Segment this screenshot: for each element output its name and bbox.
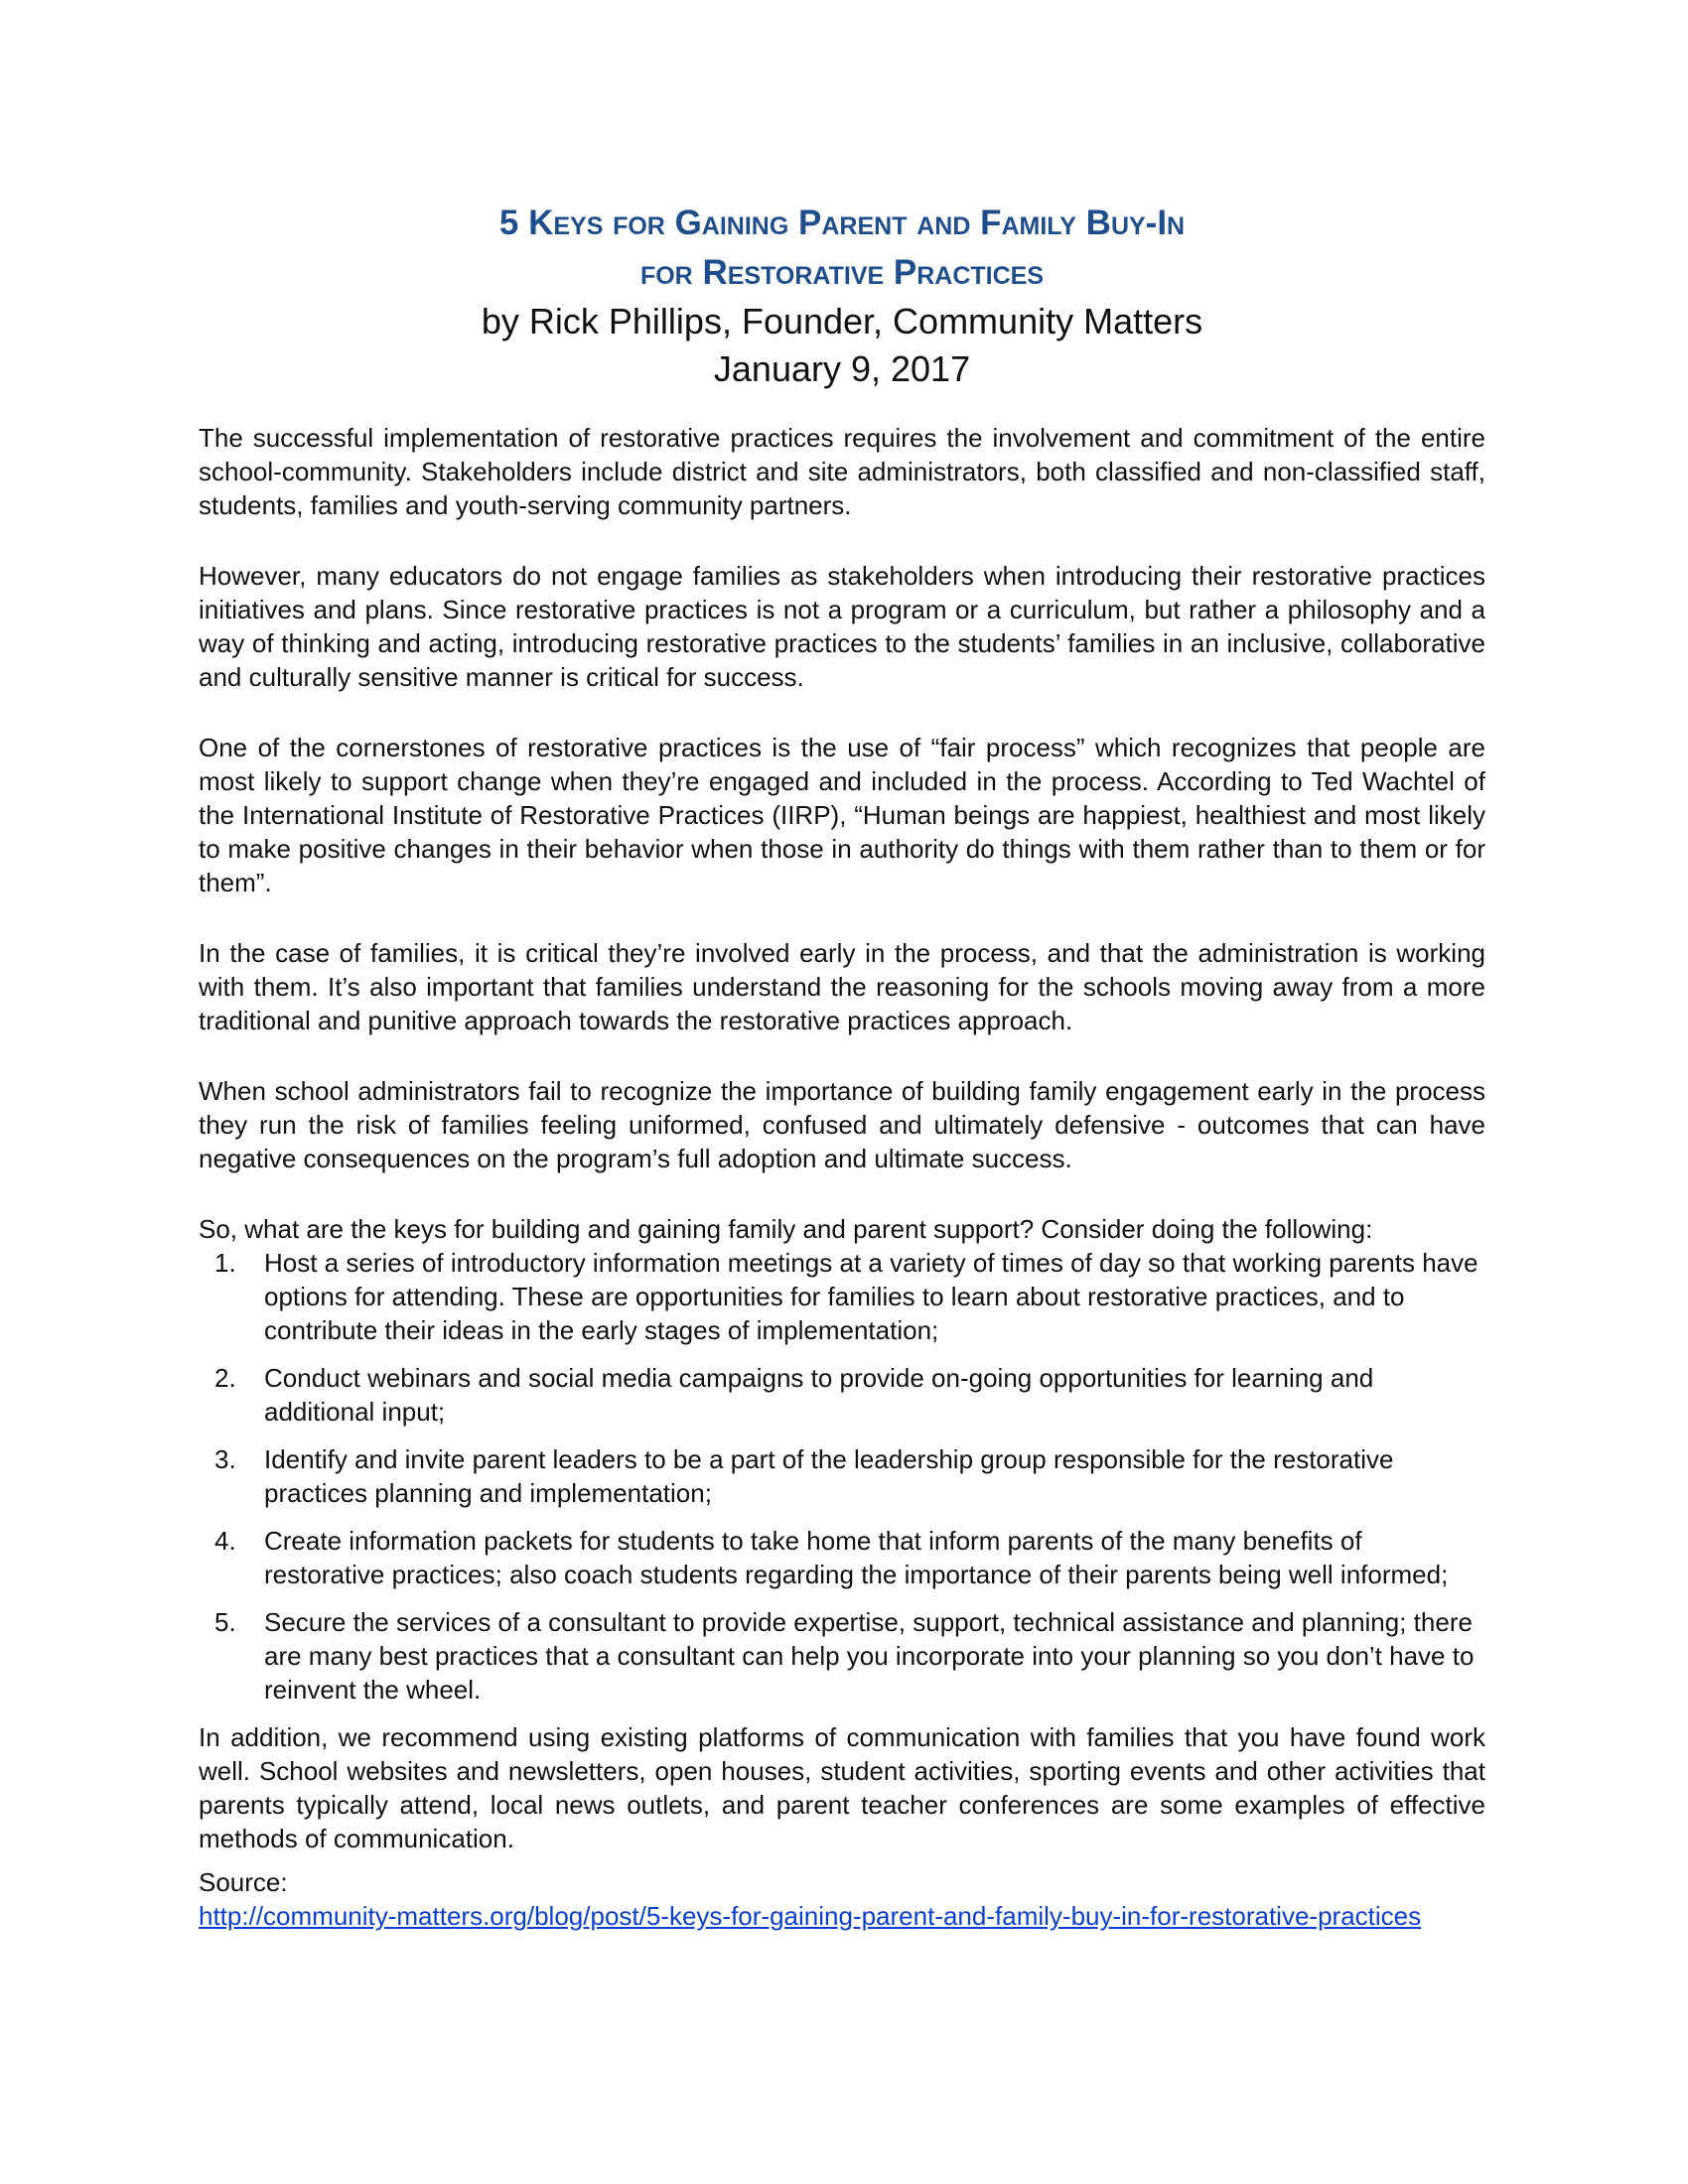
list-item xyxy=(199,1361,1485,1429)
paragraph-3: One of the cornerstones of restorative practices is the use of “fair process” which recognizes that people are most likely to support change when they’re engaged and included in the process. According to Ted Wachtel of the International Institute of Restorative Practices (IIRP), “Human beings are happiest, healthiest and most likely to make positive changes in their behavior when those in authority do things with them rather than to them or for them”. xyxy=(199,733,1485,897)
keys-list xyxy=(199,1246,1485,1706)
author-byline: by Rick Phillips, Founder, Community Matters xyxy=(481,301,1203,341)
paragraph-4: In the case of families, it is critical they’re involved early in the process, and that the administration is working with them. It’s also important that families understand the reasoning for the schools moving away from a more traditional and punitive approach towards the restorative practices approach. xyxy=(199,938,1485,1035)
list-item-number: 4. xyxy=(214,1526,236,1556)
document-page xyxy=(199,199,1485,1933)
list-item xyxy=(199,1246,1485,1347)
list-item xyxy=(199,1605,1485,1706)
list-item-text: Host a series of introductory information meetings at a variety of times of day so that working parents have options for attending. These are opportunities for families to learn about restorative practices, and to contribute their ideas in the early stages of implementation; xyxy=(264,1248,1478,1345)
paragraph-5: When school administrators fail to recognize the importance of building family engagement early in the process they run the risk of families feeling uniformed, confused and ultimately defensive - outcomes that can have negative consequences on the program’s full adoption and ultimate success. xyxy=(199,1076,1485,1173)
article-body xyxy=(199,421,1485,1933)
list-item xyxy=(199,1442,1485,1510)
list-item-number: 3. xyxy=(214,1444,236,1474)
list-intro: So, what are the keys for building and gaining family and parent support? Consider doing the following: xyxy=(199,1214,1373,1244)
closing-paragraph: In addition, we recommend using existing platforms of communication with families that you have found work well. School websites and newsletters, open houses, student activities, sporting events and other activities that parents typically attend, local news outlets, and parent teacher conferences are some examples of effective methods of communication. xyxy=(199,1722,1485,1853)
source-label: Source: xyxy=(199,1867,288,1897)
list-item xyxy=(199,1524,1485,1591)
paragraph-2: However, many educators do not engage families as stakeholders when introducing their restorative practices initiatives and plans. Since restorative practices is not a program or a curriculum, but rather a philosophy and a way of thinking and acting, introducing restorative practices to the students’ families in an inclusive, collaborative and culturally sensitive manner is critical for success. xyxy=(199,561,1485,692)
list-item-number: 2. xyxy=(214,1363,236,1393)
paragraph-1: The successful implementation of restorative practices requires the involvement and commitment of the entire school-community. Stakeholders include district and site administrators, both classified and non-classified staff, students, families and youth-serving community partners. xyxy=(199,423,1485,520)
title-line-1: 5 Keys for Gaining Parent and Family Buy-In xyxy=(498,204,1186,242)
list-item-number: 5. xyxy=(214,1607,236,1637)
list-item-text: Identify and invite parent leaders to be a part of the leadership group responsible for the restorative practices planning and implementation; xyxy=(264,1444,1394,1508)
list-item-text: Create information packets for students to take home that inform parents of the many benefits of restorative practices; also coach students regarding the importance of their parents being well informed; xyxy=(264,1526,1449,1589)
list-item-number: 1. xyxy=(214,1248,236,1278)
publish-date: January 9, 2017 xyxy=(713,348,971,389)
source-link[interactable]: http://community-matters.org/blog/post/5-keys-for-gaining-parent-and-family-buy-in-for-restorative-practices xyxy=(199,1901,1422,1931)
list-item-text: Conduct webinars and social media campaigns to provide on-going opportunities for learning and additional input; xyxy=(264,1363,1374,1427)
list-item-text: Secure the services of a consultant to provide expertise, support, technical assistance and planning; there are many best practices that a consultant can help you incorporate into your planning so you don’t have to reinvent the wheel. xyxy=(264,1607,1475,1705)
document-title xyxy=(199,199,1485,298)
title-line-2: for Restorative Practices xyxy=(639,253,1045,292)
